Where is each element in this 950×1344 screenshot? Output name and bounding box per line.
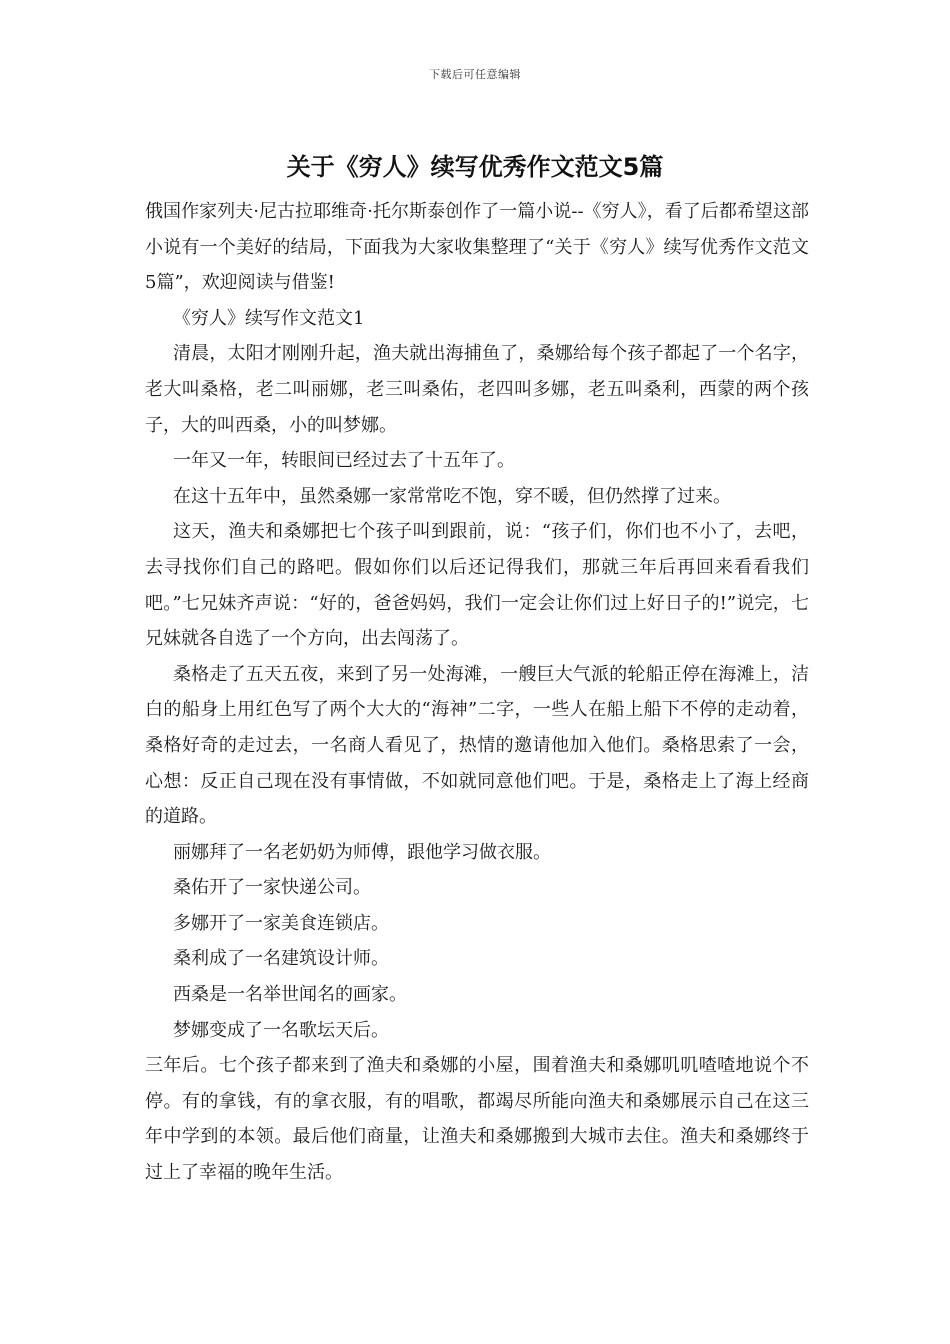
body-paragraph: 在这十五年中，虽然桑娜一家常常吃不饱，穿不暖，但仍然撑了过来。 [173, 485, 731, 507]
body-paragraph: 《穷人》续写作文范文1 [173, 307, 365, 329]
body-paragraph: 清晨，太阳才刚刚升起，渔夫就出海捕鱼了，桑娜给每个孩子都起了一个名字，老大叫桑格，老二叫丽娜，老三叫桑佑，老四叫多娜，老五叫桑利，西蒙的两个孩子，大的叫西桑，小的叫梦娜。 [145, 343, 809, 436]
page-header-note: 下载后可任意编辑 [429, 68, 521, 81]
body-paragraph: 丽娜拜了一名老奶奶为师傅，跟他学习做衣服。 [173, 841, 551, 863]
body-paragraph: 桑格走了五天五夜，来到了另一处海滩，一艘巨大气派的轮船正停在海滩上，洁白的船身上用红色写了两个大大的“海神”二字，一些人在船上船下不停的走动着，桑格好奇的走过去，一名商人看见了，热情的邀请他加入他们。桑格思索了一会，心想：反正自己现在没有事情做，不如就同意他们吧。于是，桑格走上了海上经商的道路。 [145, 663, 809, 828]
document-title: 关于《穷人》续写优秀作文范文5篇 [286, 153, 664, 181]
body-paragraph: 俄国作家列夫·尼古拉耶维奇·托尔斯泰创作了一篇小说--《穷人》，看了后都希望这部小说有一个美好的结局，下面我为大家收集整理了“关于《穷人》续写优秀作文范文5篇”，欢迎阅读与借鉴! [145, 201, 809, 294]
body-paragraph: 梦娜变成了一名歌坛天后。 [173, 1019, 389, 1041]
body-paragraph: 西桑是一名举世闻名的画家。 [173, 984, 407, 1006]
body-paragraph: 三年后。七个孩子都来到了渔夫和桑娜的小屋，围着渔夫和桑娜叽叽喳喳地说个不停。有的拿钱，有的拿衣服，有的唱歌，都竭尽所能向渔夫和桑娜展示自己在这三年中学到的本领。最后他们商量，让渔夫和桑娜搬到大城市去住。渔夫和桑娜终于过上了幸福的晚年生活。 [145, 1055, 809, 1184]
document-body [145, 194, 809, 1191]
body-paragraph: 多娜开了一家美食连锁店。 [173, 912, 389, 934]
body-paragraph: 这天，渔夫和桑娜把七个孩子叫到跟前，说：“孩子们，你们也不小了，去吧，去寻找你们自己的路吧。假如你们以后还记得我们，那就三年后再回来看看我们吧。”七兄妹齐声说：“好的，爸爸妈妈，我们一定会让你们过上好日子的!”说完，七兄妹就各自选了一个方向，出去闯荡了。 [145, 521, 809, 650]
body-paragraph: 一年又一年，转眼间已经过去了十五年了。 [173, 450, 515, 472]
body-paragraph: 桑佑开了一家快递公司。 [173, 877, 371, 899]
body-paragraph: 桑利成了一名建筑设计师。 [173, 948, 389, 970]
